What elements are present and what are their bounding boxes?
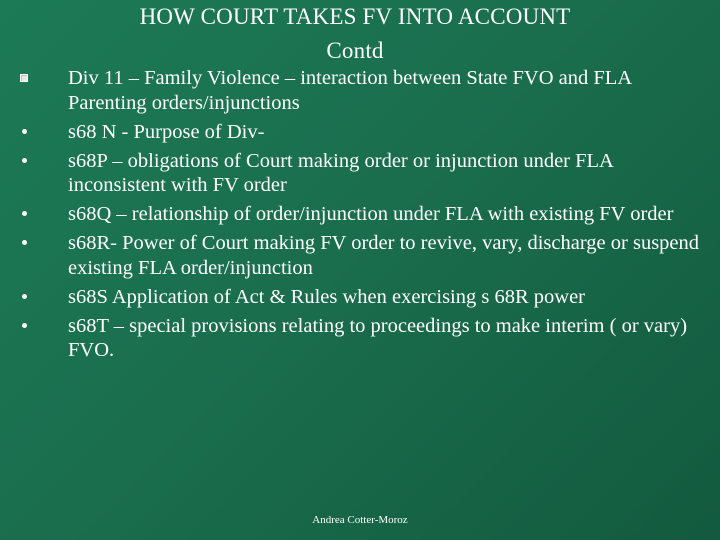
slide-title-line2: Contd <box>326 38 384 63</box>
bullet-item-s68p <box>14 149 704 198</box>
dot-bullet-icon <box>14 120 34 145</box>
bullet-item-s68n <box>14 120 704 145</box>
square-bullet-icon <box>14 66 34 91</box>
slide-footer: Andrea Cotter-Moroz <box>312 514 408 526</box>
dot-bullet-icon <box>14 285 34 310</box>
bullet-item-s68r <box>14 231 704 280</box>
bullet-item-div11 <box>14 66 704 115</box>
bullet-list <box>14 66 704 367</box>
bullet-item-s68q <box>14 202 704 227</box>
dot-bullet-icon <box>14 314 34 339</box>
bullet-text: s68S Application of Act & Rules when exercising s 68R power <box>68 285 585 308</box>
dot-bullet-icon <box>14 231 34 256</box>
bullet-text: s68 N - Purpose of Div- <box>68 120 265 143</box>
dot-bullet-icon <box>14 149 34 174</box>
bullet-text: s68T – special provisions relating to proceedings to make interim ( or vary) FVO. <box>68 314 688 361</box>
dot-bullet-icon <box>14 202 34 227</box>
bullet-text: s68P – obligations of Court making order or injunction under FLA inconsistent with FV order <box>68 149 613 196</box>
bullet-text: s68Q – relationship of order/injunction under FLA with existing FV order <box>68 203 674 225</box>
bullet-item-s68t <box>14 314 704 363</box>
bullet-text: s68R- Power of Court making FV order to revive, vary, discharge or suspend existing FLA order/injunction <box>68 232 700 279</box>
bullet-text: Div 11 – Family Violence – interaction between State FVO and FLA Parenting orders/injunctions <box>68 67 631 114</box>
slide-title-line1: HOW COURT TAKES FV INTO ACCOUNT <box>139 4 571 29</box>
bullet-item-s68s <box>14 285 704 310</box>
slide-title <box>0 0 710 68</box>
